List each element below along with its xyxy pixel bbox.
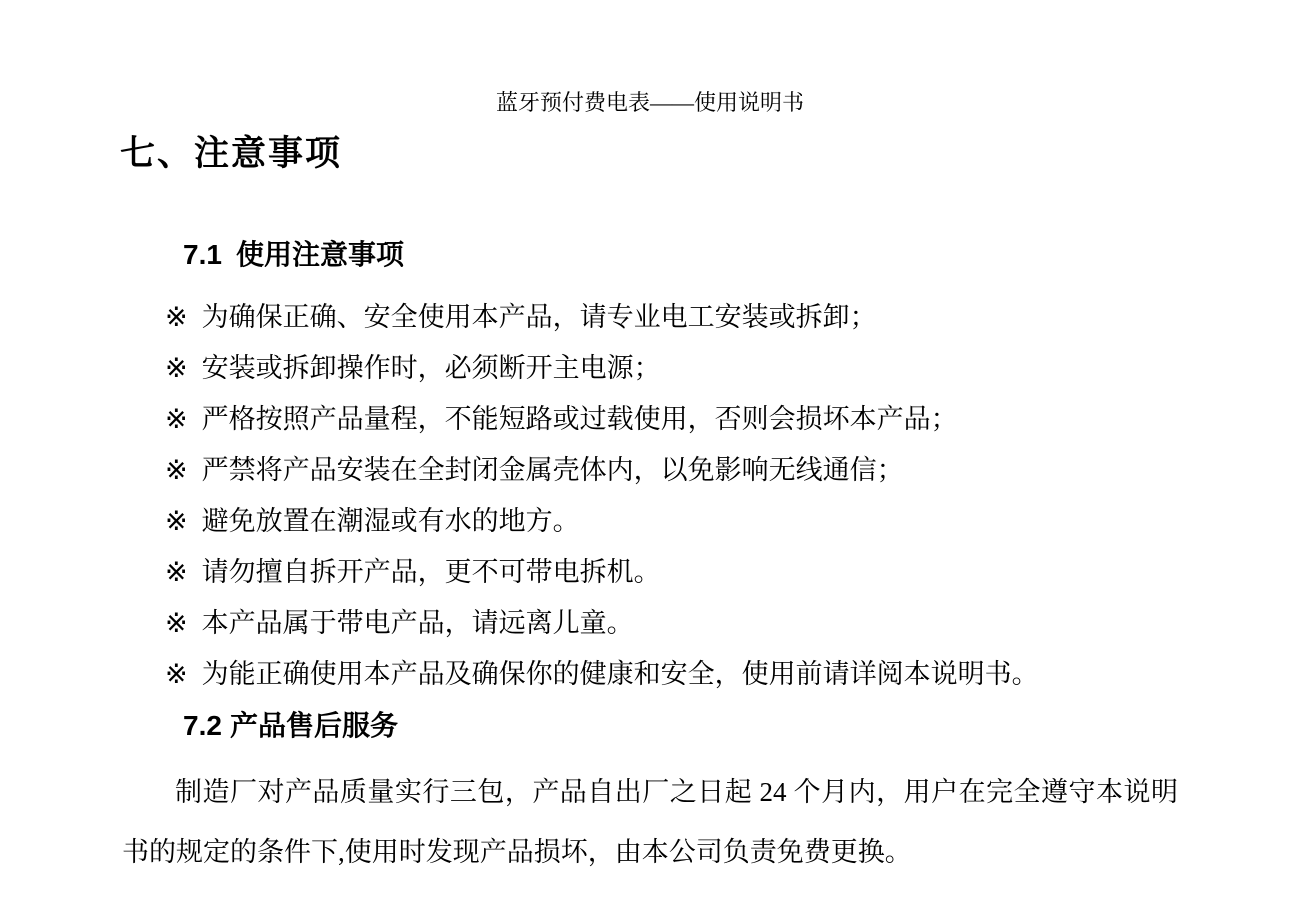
notice-text: 严禁将产品安装在全封闭金属壳体内，以免影响无线通信；: [201, 455, 904, 485]
section-7-1-heading: [183, 238, 404, 272]
reference-mark-bullet: ※: [165, 608, 188, 638]
section-7-1-number: 7.1: [183, 239, 222, 270]
section-7-2-title: 产品售后服务: [229, 710, 398, 741]
reference-mark-bullet: ※: [165, 506, 188, 536]
reference-mark-bullet: ※: [165, 404, 188, 434]
notice-list: [165, 292, 1039, 700]
list-item: [165, 496, 1039, 547]
reference-mark-bullet: ※: [165, 302, 188, 332]
notice-text: 本产品属于带电产品，请远离儿童。: [201, 608, 634, 638]
list-item: [165, 343, 1039, 394]
notice-text: 为能正确使用本产品及确保你的健康和安全，使用前请详阅本说明书。: [201, 659, 1039, 689]
section-7-1-title: 使用注意事项: [235, 239, 404, 270]
list-item: [165, 598, 1039, 649]
list-item: [165, 394, 1039, 445]
notice-text: 安装或拆卸操作时，必须断开主电源；: [201, 353, 661, 383]
document-header-title: 蓝牙预付费电表——使用说明书: [495, 90, 804, 115]
reference-mark-bullet: ※: [165, 557, 188, 587]
section-7-2-number: 7.2: [183, 710, 222, 741]
chapter-title: 七、注意事项: [120, 134, 343, 173]
list-item: [165, 445, 1039, 496]
after-sales-paragraph: 制造厂对产品质量实行三包，产品自出厂之日起 24 个月内，用户在完全遵守本说明书的规定的条件下,使用时发现产品损坏，由本公司负责免费更换。: [122, 777, 1178, 867]
list-item: [165, 292, 1039, 343]
reference-mark-bullet: ※: [165, 353, 188, 383]
notice-text: 严格按照产品量程，不能短路或过载使用，否则会损坏本产品；: [201, 404, 958, 434]
reference-mark-bullet: ※: [165, 455, 188, 485]
notice-text: 避免放置在潮湿或有水的地方。: [201, 506, 580, 536]
notice-text: 请勿擅自拆开产品，更不可带电拆机。: [201, 557, 661, 587]
list-item: [165, 547, 1039, 598]
list-item: [165, 649, 1039, 700]
notice-text: 为确保正确、安全使用本产品，请专业电工安装或拆卸；: [201, 302, 877, 332]
section-7-2-heading: [183, 709, 398, 743]
reference-mark-bullet: ※: [165, 659, 188, 689]
